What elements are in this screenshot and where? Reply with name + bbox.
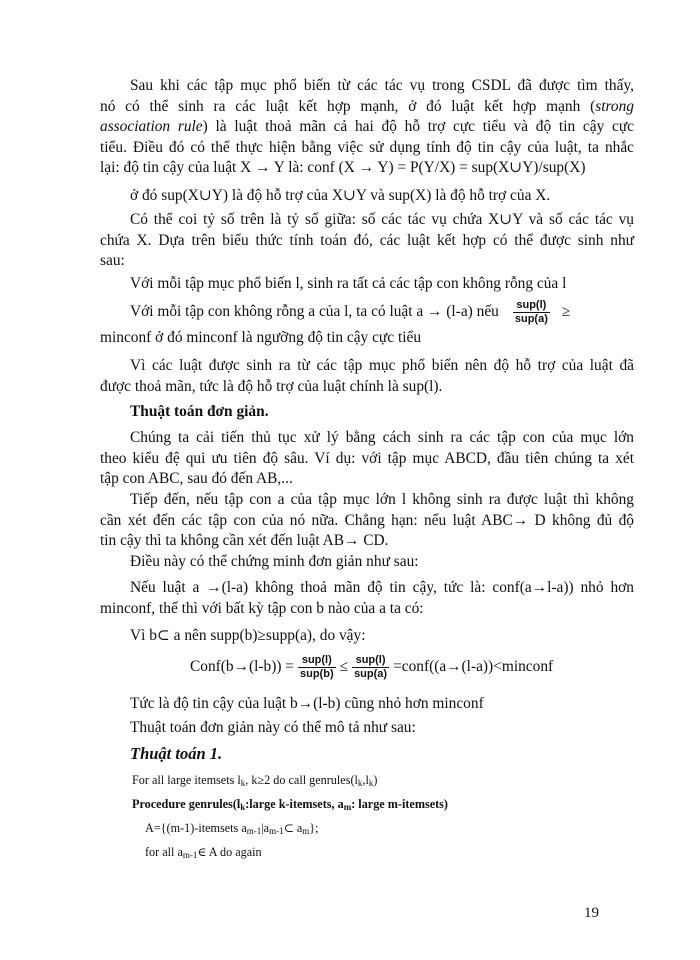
code-span: Procedure genrules(l [132, 797, 241, 811]
paragraph-frequent-set [100, 274, 634, 295]
italic-term: strong [595, 97, 634, 115]
code-line-4 [145, 844, 679, 860]
paragraph-conclusion [100, 694, 634, 715]
algorithm-title [100, 744, 634, 765]
text-line: tập con ABC, sau đó đến AB,... [100, 470, 293, 487]
fraction-denominator: sup(b) [300, 667, 334, 680]
fraction-sup-l-over-sup-a [513, 299, 550, 326]
text-line: được thoả mãn, tức là độ hỗ trợ của luật chính là sup(l). [100, 377, 443, 395]
text-line: theo kiểu đệ qui ưu tiên độ sâu. Ví dụ: với tập mục ABCD, đầu tiên chúng ta xét [100, 449, 634, 467]
text-line: Điều này có thể chứng minh đơn giản như sau: [130, 553, 419, 570]
paragraph-support-satisfied [100, 356, 634, 397]
code-span: A={(m-1)-itemsets a [145, 821, 247, 835]
code-line-3 [145, 820, 679, 836]
section-heading [100, 402, 634, 423]
text-line: Có thể coi tỷ số trên là tỷ số giữa: số các tác vụ chứa X∪Y và số các tác vụ [130, 211, 634, 228]
fraction-denominator: sup(a) [514, 312, 548, 325]
text-line: Sau khi các tập mục phổ biến từ các tác vụ trong CSDL đã được tìm thấy, [130, 77, 634, 94]
code-line-1 [132, 772, 666, 788]
fraction-numerator: sup(l) [513, 299, 550, 313]
italic-term: association rule [100, 118, 203, 135]
subscript: k [357, 778, 363, 788]
text-line [100, 117, 634, 138]
code-text [145, 844, 679, 860]
text-line: chứa X. Dựa trên biểu thức tính toán đó, các luật kết hợp có thể được sinh như [100, 231, 634, 249]
subscript: k [368, 778, 374, 788]
text-line: Chúng ta cải tiến thủ tục xử lý bằng cách sinh ra các tập con của mục lớn [130, 429, 634, 446]
paragraph-algo-intro [100, 718, 634, 739]
text-line: ở đó sup(X∪Y) là độ hỗ trợ của X∪Y và sup(X) là độ hỗ trợ của X. [130, 187, 551, 204]
text-line [100, 298, 634, 326]
page-number: 19 [584, 905, 599, 921]
text-line: minconf, thế thì với bất kỳ tập con b nào của a ta có: [100, 599, 424, 617]
paragraph-ratio [100, 210, 634, 272]
equation-lhs: Conf(b→(l-b)) = [190, 658, 294, 675]
text-line: Tiếp đến, nếu tập con a của tập mục lớn l không sinh ra được luật thì không [130, 491, 634, 508]
paragraph-pruning [100, 490, 634, 552]
code-span: }; [309, 821, 319, 835]
text-span: ) là luật thoả mãn cả hai độ hỗ trợ cực tiểu và độ tin cậy cực [202, 118, 634, 135]
code-span: : large m-itemsets) [351, 797, 448, 811]
text-line: lại: độ tin cậy của luật X → Y là: conf (X → Y) = P(Y/X) = sup(X∪Y)/sup(X) [100, 159, 586, 176]
equation-line [190, 650, 630, 684]
text-line: Thuật toán đơn giản này có thể mô tả như sau: [130, 719, 416, 736]
code-span: for all a [145, 845, 183, 859]
code-text [132, 796, 666, 812]
paragraph-proof [100, 578, 634, 619]
code-line-2 [132, 796, 666, 812]
code-span: :large k-itemsets, a [245, 797, 344, 811]
code-span: ,l [362, 773, 369, 787]
subscript: m-1 [182, 850, 198, 860]
fraction-sup-l-over-sup-a [352, 654, 389, 681]
algorithm-title-text: Thuật toán 1. [130, 744, 223, 763]
code-text [145, 820, 679, 836]
code-span: ) [373, 773, 378, 787]
equation-conf [190, 650, 630, 684]
text-line: Với mỗi tập mục phổ biến l, sinh ra tất cả các tập con không rỗng của l [130, 275, 567, 292]
fraction-numerator: sup(l) [352, 654, 389, 668]
paragraph-support-def [100, 186, 634, 207]
code-span: ⊂ a [283, 821, 303, 835]
text-line: cần xét đến các tập con của nó nữa. Chẳng hạn: nếu luật ABC→ D không đủ độ [100, 511, 634, 529]
text-line [100, 97, 634, 118]
paragraph-subset [100, 626, 634, 647]
fraction-numerator: sup(l) [298, 654, 336, 668]
subscript: m [302, 826, 310, 836]
text-line: minconf ở đó minconf là ngưỡng độ tin cậy cực tiểu [100, 329, 422, 346]
fraction-denominator: sup(a) [354, 667, 388, 680]
text-line: Nếu luật a →(l-a) không thoả mãn độ tin cậy, tức là: conf(a→l-a)) nhỏ hơn [130, 579, 634, 596]
heading-text: Thuật toán đơn giản. [130, 403, 269, 420]
text-line: Vì b⊂ a nên supp(b)≥supp(a), do vậy: [130, 627, 366, 644]
paragraph-rule-condition [100, 298, 634, 349]
code-span: For all large itemsets l [132, 773, 241, 787]
text-line: Vì các luật được sinh ra từ các tập mục phổ biến nên độ hỗ trợ của luật đã [130, 357, 634, 374]
le-symbol: ≤ [339, 658, 349, 675]
subscript: m-1 [269, 826, 284, 836]
code-text [132, 772, 666, 788]
text-line: tiểu. Điều đó có thể thực hiện bằng việc sử dụng tính độ tin cậy của luật, ta nhắc [100, 138, 634, 156]
ge-symbol: ≥ [561, 303, 571, 320]
subscript: m-1 [246, 826, 262, 836]
text-span: nó có thể sinh ra các luật kết hợp mạnh, ở đó luật kết hợp mạnh ( [100, 97, 596, 115]
text-line: Tức là độ tin cậy của luật b→(l-b) cũng nhỏ hơn minconf [130, 695, 484, 712]
code-span: |a [261, 821, 270, 835]
equation-rhs: =conf((a→(l-a))<minconf [393, 658, 554, 675]
subscript: k [240, 778, 246, 788]
fraction-sup-l-over-sup-b [298, 654, 336, 681]
subscript: m [343, 802, 352, 812]
text-line: sau: [100, 252, 125, 269]
subscript: k [240, 802, 246, 812]
text-line: tin cậy thì ta không cần xét đến luật AB→ CD. [100, 532, 389, 549]
paragraph-improvement [100, 428, 634, 490]
paragraph-strong-rules [100, 76, 634, 179]
paragraph-proof-intro [100, 552, 634, 573]
code-span: , k≥2 do call genrules(l [245, 773, 358, 787]
text-span: Với mỗi tập con không rỗng a của l, ta có luật a → (l-a) nếu [130, 303, 499, 320]
code-span: ∈ A do again [197, 845, 262, 859]
